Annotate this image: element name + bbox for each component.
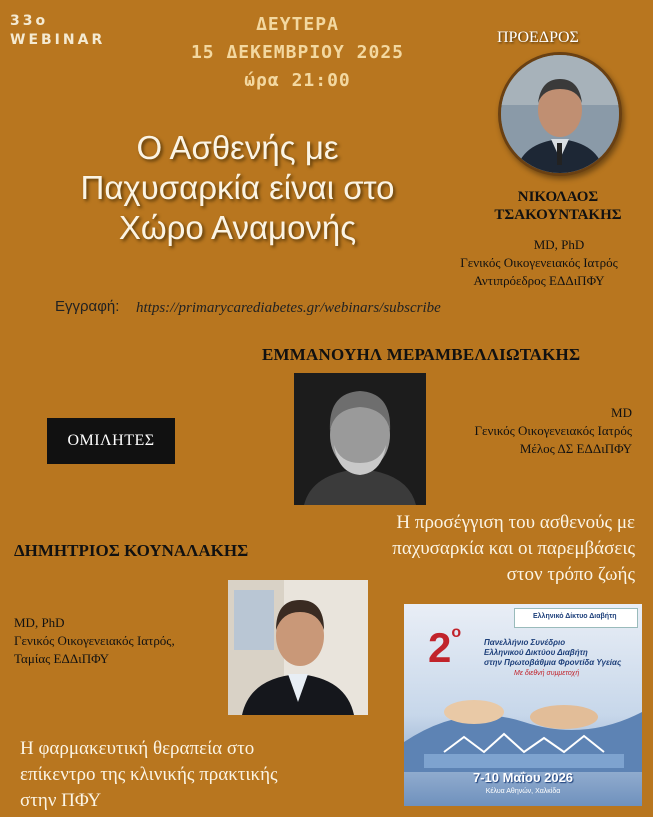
talk-line: στον τρόπο ζωής [506, 564, 635, 585]
poster-number [428, 624, 461, 672]
chair-label: ΠΡΟΕΔΡΟΣ [497, 29, 579, 46]
poster-dates: 7-10 Μαΐου 2026 [472, 770, 574, 785]
speaker2-cred-degree: MD, PhD [14, 615, 65, 630]
speaker2-name: ΔΗΜΗΤΡΙΟΣ ΚΟΥΝΑΛΑΚΗΣ [14, 541, 249, 560]
speaker2-cred-position: Ταμίας ΕΔΔιΠΦΥ [14, 651, 109, 666]
page-title [40, 128, 435, 248]
person-portrait-icon [294, 373, 426, 505]
chair-credentials [430, 236, 648, 290]
talk-line: Η φαρμακευτική θεραπεία στο [20, 738, 255, 759]
chair-name-first: ΝΙΚΟΛΑΟΣ [517, 189, 599, 205]
title-line: Ο Ασθενής με [136, 129, 339, 166]
speaker2-photo [228, 580, 368, 715]
chair-name-last: ΤΣΑΚΟΥΝΤΑΚΗΣ [494, 207, 622, 223]
speaker1-cred-position: Μέλος ΔΣ ΕΔΔιΠΦΥ [519, 441, 632, 456]
talk-line: Η προσέγγιση του ασθενούς με [396, 512, 635, 533]
webinar-edition: 33ο [10, 13, 49, 29]
chair-cred-position: Αντιπρόεδρος ΕΔΔιΠΦΥ [473, 273, 605, 288]
conference-poster [404, 604, 642, 806]
speaker1-credentials [432, 404, 632, 458]
poster-org-badge [514, 608, 638, 628]
poster-number-digit: 2 [428, 624, 452, 671]
speaker2-talk-title [20, 736, 278, 814]
registration-label: Εγγραφή: [55, 298, 120, 315]
poster-org: Ελληνικό Δίκτυο Διαβήτη [533, 613, 617, 620]
speaker1-name: ΕΜΜΑΝΟΥΗΛ ΜΕΡΑΜΒΕΛΛΙΩΤΑΚΗΣ [262, 345, 581, 364]
talk-line: παχυσαρκία και οι παρεμβάσεις [392, 538, 635, 559]
speaker1-photo [294, 373, 426, 505]
chair-photo [498, 52, 622, 176]
talk-line: επίκεντρο της κλινικής πρακτικής [20, 764, 278, 785]
registration-link[interactable]: https://primarycarediabetes.gr/webinars/subscribe [136, 300, 441, 316]
person-portrait-icon [501, 55, 619, 173]
poster-subtitle-line: Ελληνικού Δικτύου Διαβήτη [484, 648, 588, 657]
event-time: ώρα 21:00 [244, 70, 351, 91]
speaker2-cred-role: Γενικός Οικογενειακός Ιατρός, [14, 633, 175, 648]
person-portrait-icon [228, 580, 368, 715]
speaker2-credentials [14, 614, 175, 668]
talk-line: στην ΠΦΥ [20, 790, 102, 811]
poster-subtitle-line: στην Πρωτοβάθμια Φροντίδα Υγείας [484, 658, 622, 667]
speakers-label: ΟΜΙΛΗΤΕΣ [47, 418, 175, 464]
webinar-badge [10, 12, 105, 50]
speaker1-cred-role: Γενικός Οικογενειακός Ιατρός [474, 423, 632, 438]
webinar-label: WEBINAR [10, 32, 106, 48]
poster-number-ordinal: ο [451, 624, 462, 641]
chair-cred-role: Γενικός Οικογενειακός Ιατρός [460, 255, 618, 270]
speaker1-talk-title [330, 510, 635, 588]
event-day: ΔΕΥΤΕΡΑ [256, 14, 339, 35]
chair-name [468, 188, 648, 224]
title-line: Παχυσαρκία είναι στο [80, 169, 395, 206]
poster-subtitle [484, 638, 621, 668]
speaker1-cred-degree: MD [611, 405, 632, 420]
event-date: 15 ΔΕΚΕΜΒΡΙΟΥ 2025 [190, 42, 405, 63]
poster-venue: Κέλυα Αθηνών, Χαλκίδα [485, 788, 561, 795]
poster-tag: Με διεθνή συμμετοχή [514, 670, 580, 677]
hands-illustration-icon [404, 682, 642, 772]
chair-cred-degree: MD, PhD [533, 237, 585, 252]
poster-subtitle-line: Πανελλήνιο Συνέδριο [484, 638, 566, 647]
title-line: Χώρο Αναμονής [118, 209, 357, 246]
